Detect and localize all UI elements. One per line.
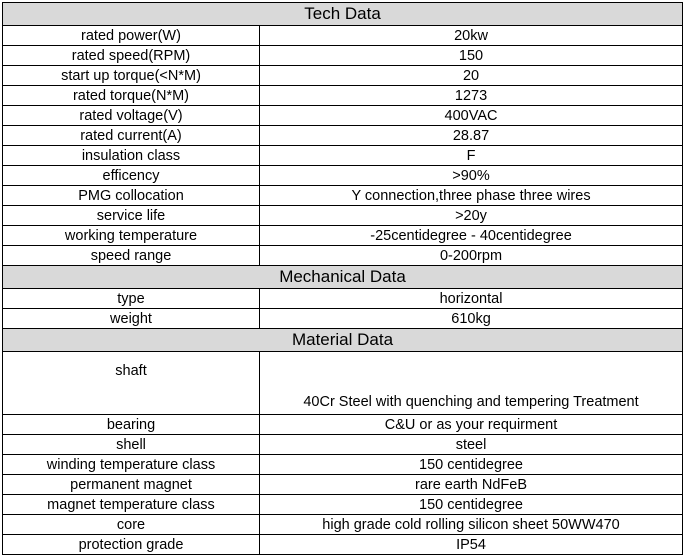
row-label: protection grade [3,535,260,555]
row-value: horizontal [260,289,683,309]
row-label: bearing [3,415,260,435]
table-row [3,186,683,206]
table-row [3,66,683,86]
row-value: -25centidegree - 40centidegree [260,226,683,246]
row-label: insulation class [3,146,260,166]
table-row [3,309,683,329]
table-row [3,289,683,309]
row-value: 0-200rpm [260,246,683,266]
row-value: >20y [260,206,683,226]
row-value: 20kw [260,26,683,46]
section-header-tech [3,3,683,26]
table-row [3,415,683,435]
row-value: >90% [260,166,683,186]
spec-sheet [2,2,683,553]
row-label: magnet temperature class [3,495,260,515]
row-label: service life [3,206,260,226]
row-label: weight [3,309,260,329]
table-row [3,146,683,166]
row-label: winding temperature class [3,455,260,475]
table-row [3,126,683,146]
table-row [3,435,683,455]
table-row [3,495,683,515]
row-label: shaft [3,352,260,415]
row-value: 28.87 [260,126,683,146]
row-value: 610kg [260,309,683,329]
row-value: 20 [260,66,683,86]
row-label: efficency [3,166,260,186]
row-label: rated torque(N*M) [3,86,260,106]
table-row [3,515,683,535]
section-header-material [3,329,683,352]
row-value: C&U or as your requirment [260,415,683,435]
table-row [3,206,683,226]
row-label: PMG collocation [3,186,260,206]
table-row [3,166,683,186]
row-value: 1273 [260,86,683,106]
section-title-material: Material Data [3,329,683,352]
row-label: rated voltage(V) [3,106,260,126]
row-label: speed range [3,246,260,266]
row-label: rated current(A) [3,126,260,146]
row-value: 150 [260,46,683,66]
row-value: 40Cr Steel with quenching and tempering Treatment [260,352,683,415]
row-value: Y connection,three phase three wires [260,186,683,206]
table-row [3,246,683,266]
table-row [3,352,683,415]
row-label: type [3,289,260,309]
table-row [3,455,683,475]
section-header-mechanical [3,266,683,289]
row-label: shell [3,435,260,455]
row-value: 400VAC [260,106,683,126]
row-label: rated power(W) [3,26,260,46]
section-title-tech: Tech Data [3,3,683,26]
row-label: permanent magnet [3,475,260,495]
table-row [3,106,683,126]
table-row [3,535,683,555]
row-value: 150 centidegree [260,495,683,515]
row-label: start up torque(<N*M) [3,66,260,86]
table-row [3,226,683,246]
row-label: core [3,515,260,535]
row-value: IP54 [260,535,683,555]
table-row [3,26,683,46]
row-label: working temperature [3,226,260,246]
row-label: rated speed(RPM) [3,46,260,66]
section-title-mechanical: Mechanical Data [3,266,683,289]
row-value: high grade cold rolling silicon sheet 50WW470 [260,515,683,535]
table-row [3,86,683,106]
table-row [3,475,683,495]
table-row [3,46,683,66]
row-value: steel [260,435,683,455]
row-value: F [260,146,683,166]
row-value: 150 centidegree [260,455,683,475]
row-value: rare earth NdFeB [260,475,683,495]
spec-table [2,2,683,555]
